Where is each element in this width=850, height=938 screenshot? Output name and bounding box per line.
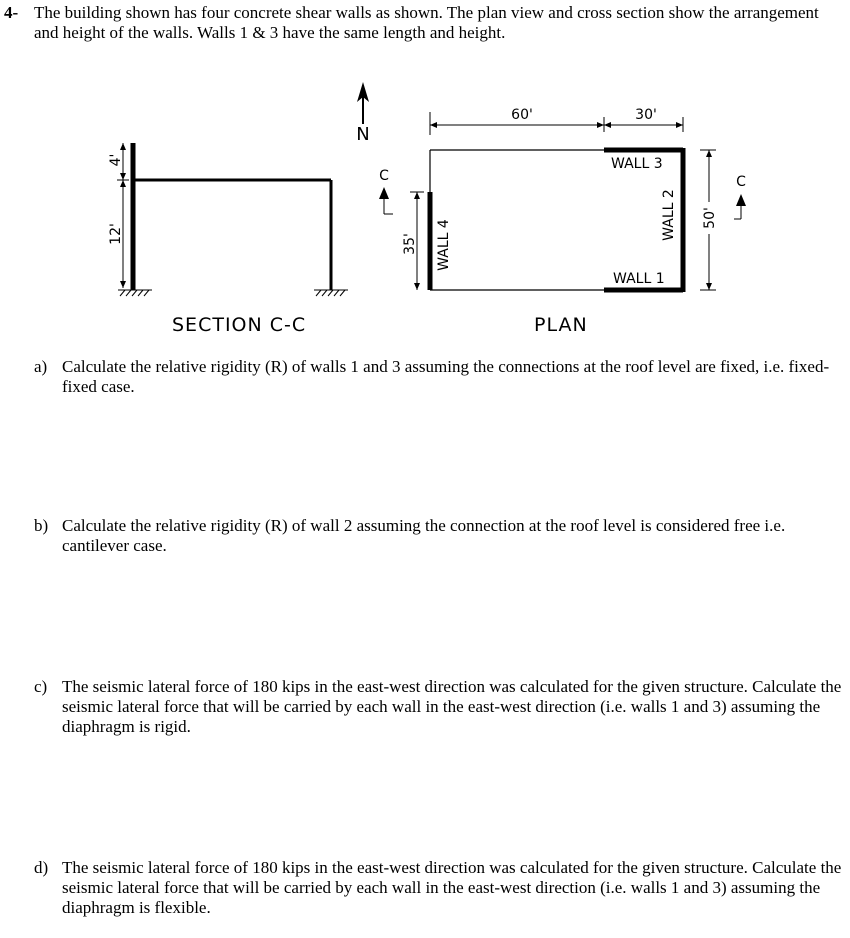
plan-dim-50ft: 50' xyxy=(702,207,718,229)
part-c-text: The seismic lateral force of 180 kips in the east-west direction was calculated for the given structure. Calculate the seismic lateral force that will be carried by each wall in the east-west direction (i.e. walls 1 and 3) assuming the diaphragm is rigid. xyxy=(62,677,842,736)
cut-label-left: C xyxy=(379,168,389,184)
plan-dim-30ft: 30' xyxy=(635,107,657,123)
part-b-label: b) xyxy=(34,516,49,535)
part-b-text: Calculate the relative rigidity (R) of wall 2 assuming the connection at the roof level is considered free i.e. cantilever case. xyxy=(62,516,786,555)
part-d xyxy=(34,858,844,918)
plan-view xyxy=(379,107,746,336)
section-view xyxy=(108,143,348,336)
section-cut-left-icon xyxy=(379,168,393,214)
part-b xyxy=(34,516,844,556)
plan-caption: PLAN xyxy=(534,314,588,336)
part-d-label: d) xyxy=(34,858,49,877)
wall-4-label: WALL 4 xyxy=(436,219,452,271)
plan-dim-60ft: 60' xyxy=(511,107,533,123)
wall-2-label: WALL 2 xyxy=(661,189,677,241)
section-dim-12ft: 12' xyxy=(108,223,124,245)
plan-dim-35ft: 35' xyxy=(402,233,418,255)
part-a-text: Calculate the relative rigidity (R) of walls 1 and 3 assuming the connections at the roof level are fixed, i.e. fixed-fixed case. xyxy=(62,357,830,396)
section-caption: SECTION C-C xyxy=(172,314,307,336)
section-ground-right xyxy=(314,290,348,296)
part-c xyxy=(34,677,844,737)
part-a xyxy=(34,357,844,397)
section-dim-4ft: 4' xyxy=(108,153,124,167)
section-ground-left xyxy=(118,290,152,296)
problem-number: 4- xyxy=(4,3,19,22)
part-d-text: The seismic lateral force of 180 kips in the east-west direction was calculated for the given structure. Calculate the seismic lateral force that will be carried by each wall in the east-west direction (i.e. walls 1 and 3) assuming the diaphragm is flexible. xyxy=(62,858,842,917)
problem-text: The building shown has four concrete shear walls as shown. The plan view and cross section show the arrangement and height of the walls. Walls 1 & 3 have the same length and height. xyxy=(34,3,819,42)
part-c-label: c) xyxy=(34,677,48,696)
north-label: N xyxy=(356,124,370,145)
problem-statement xyxy=(4,3,846,43)
wall-3-label: WALL 3 xyxy=(611,156,663,172)
section-cut-right-icon xyxy=(734,174,746,219)
north-arrow-icon xyxy=(356,82,369,145)
part-a-label: a) xyxy=(34,357,48,376)
wall-1-label: WALL 1 xyxy=(613,271,665,287)
cut-label-right: C xyxy=(736,174,746,190)
structural-figure xyxy=(0,60,850,345)
